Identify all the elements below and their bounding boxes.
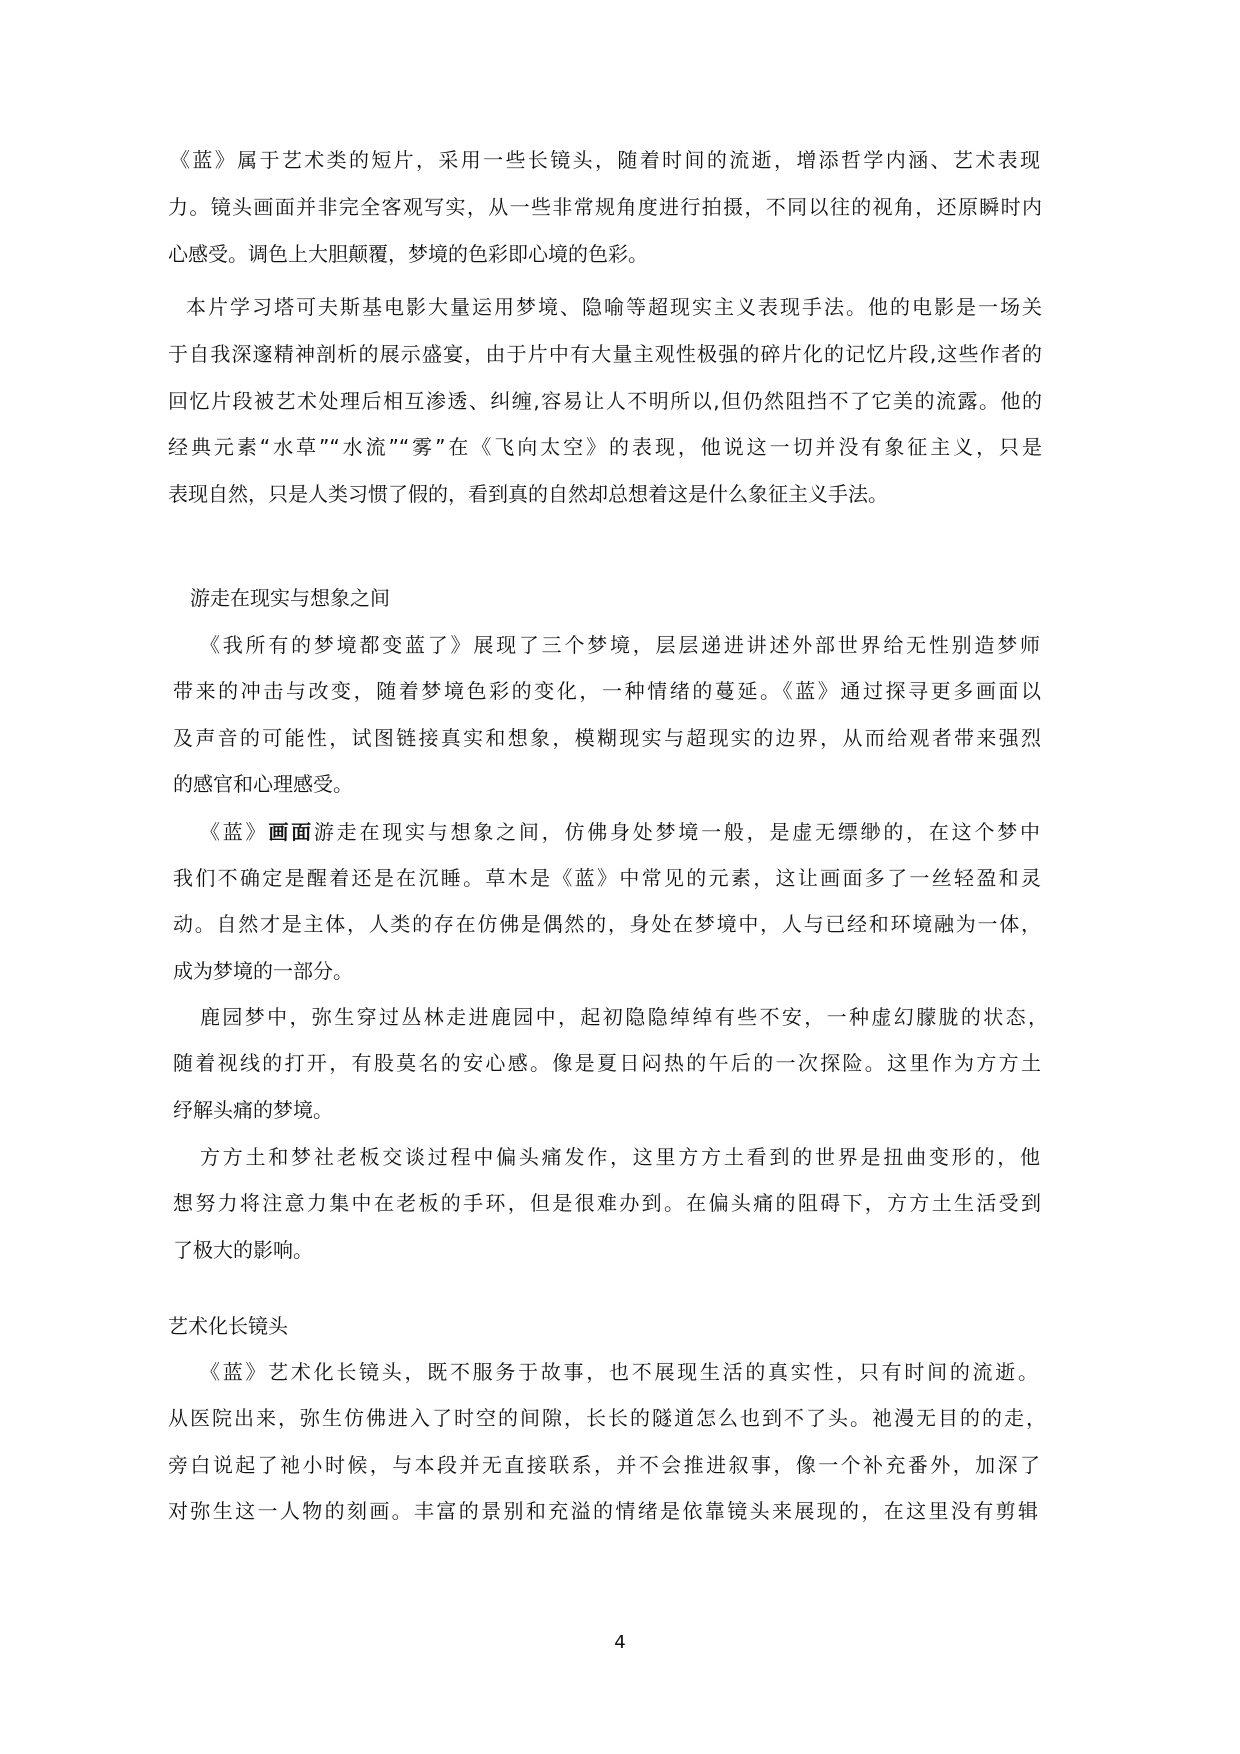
text-line: 力。镜头画面并非完全客观写实，从一些非常规角度进行拍摄，不同以往的视角，还原瞬时内 — [168, 195, 1042, 219]
text-line: 方方土和梦社老板交谈过程中偏头痛发作，这里方方土看到的世界是扭曲变形的，他 — [200, 1145, 1040, 1169]
section-heading: 游走在现实与想象之间 — [190, 586, 390, 610]
text-span: 《蓝》 — [200, 820, 269, 844]
text-line: 带来的冲击与改变，随着梦境色彩的变化，一种情绪的蔓延。《蓝》通过探寻更多画面以 — [173, 679, 1041, 703]
section-heading: 艺术化长镜头 — [168, 1314, 288, 1338]
text-line: 心感受。调色上大胆颠覆，梦境的色彩即心境的色彩。 — [168, 242, 648, 266]
text-line: 鹿园梦中，弥生穿过丛林走进鹿园中，起初隐隐绰绰有些不安，一种虚幻朦胧的状态， — [200, 1005, 1048, 1029]
text-line: 的感官和心理感受。 — [173, 772, 353, 796]
text-line: 《蓝》艺术化长镜头，既不服务于故事，也不展现生活的真实性，只有时间的流逝。 — [200, 1360, 1038, 1384]
page-number: 4 — [614, 1632, 626, 1653]
text-line: 回忆片段被艺术处理后相互渗透、纠缠,容易让人不明所以,但仍然阻挡不了它美的流露。他的 — [168, 389, 1042, 413]
text-line — [200, 818, 1040, 846]
text-line: 我们不确定是醒着还是在沉睡。草木是《蓝》中常见的元素，这让画面多了一丝轻盈和灵 — [173, 866, 1041, 890]
text-line: 纾解头痛的梦境。 — [173, 1098, 333, 1122]
text-line: 了极大的影响。 — [173, 1238, 313, 1262]
text-line: 随着视线的打开，有股莫名的安心感。像是夏日闷热的午后的一次探险。这里作为方方土 — [173, 1051, 1041, 1075]
text-line: 对弥生这一人物的刻画。丰富的景别和充溢的情绪是依靠镜头来展现的，在这里没有剪辑 — [168, 1499, 1038, 1523]
bold-text: 画面 — [268, 820, 314, 844]
text-line: 经典元素“水草”“水流”“雾”在《飞向太空》的表现，他说这一切并没有象征主义，只是 — [168, 435, 1042, 459]
text-line: 动。自然才是主体，人类的存在仿佛是偶然的，身处在梦境中，人与已经和环境融为一体， — [173, 912, 1041, 936]
text-line: 《蓝》属于艺术类的短片，采用一些长镜头，随着时间的流逝，增添哲学内涵、艺术表现 — [170, 148, 1040, 172]
text-line: 从医院出来，弥生仿佛进入了时空的间隙，长长的隧道怎么也到不了头。祂漫无目的的走， — [168, 1406, 1046, 1430]
text-line: 于自我深邃精神剖析的展示盛宴，由于片中有大量主观性极强的碎片化的记忆片段,这些作者的 — [168, 342, 1042, 366]
text-line: 旁白说起了祂小时候，与本段并无直接联系，并不会推进叙事，像一个补充番外，加深了 — [168, 1453, 1040, 1477]
text-line: 表现自然，只是人类习惯了假的，看到真的自然却总想着这是什么象征主义手法。 — [168, 482, 888, 506]
text-span: 游走在现实与想象之间，仿佛身处梦境一般，是虚无缥缈的，在这个梦中 — [313, 820, 1041, 844]
text-line: 《我所有的梦境都变蓝了》展现了三个梦境，层层递进讲述外部世界给无性别造梦师 — [200, 633, 1040, 657]
text-line: 想努力将注意力集中在老板的手环，但是很难办到。在偏头痛的阻碍下，方方土生活受到 — [173, 1191, 1041, 1215]
text-line: 本片学习塔可夫斯基电影大量运用梦境、隐喻等超现实主义表现手法。他的电影是一场关 — [186, 295, 1042, 319]
text-line: 及声音的可能性，试图链接真实和想象，模糊现实与超现实的边界，从而给观者带来强烈 — [173, 726, 1041, 750]
text-line: 成为梦境的一部分。 — [173, 959, 353, 983]
